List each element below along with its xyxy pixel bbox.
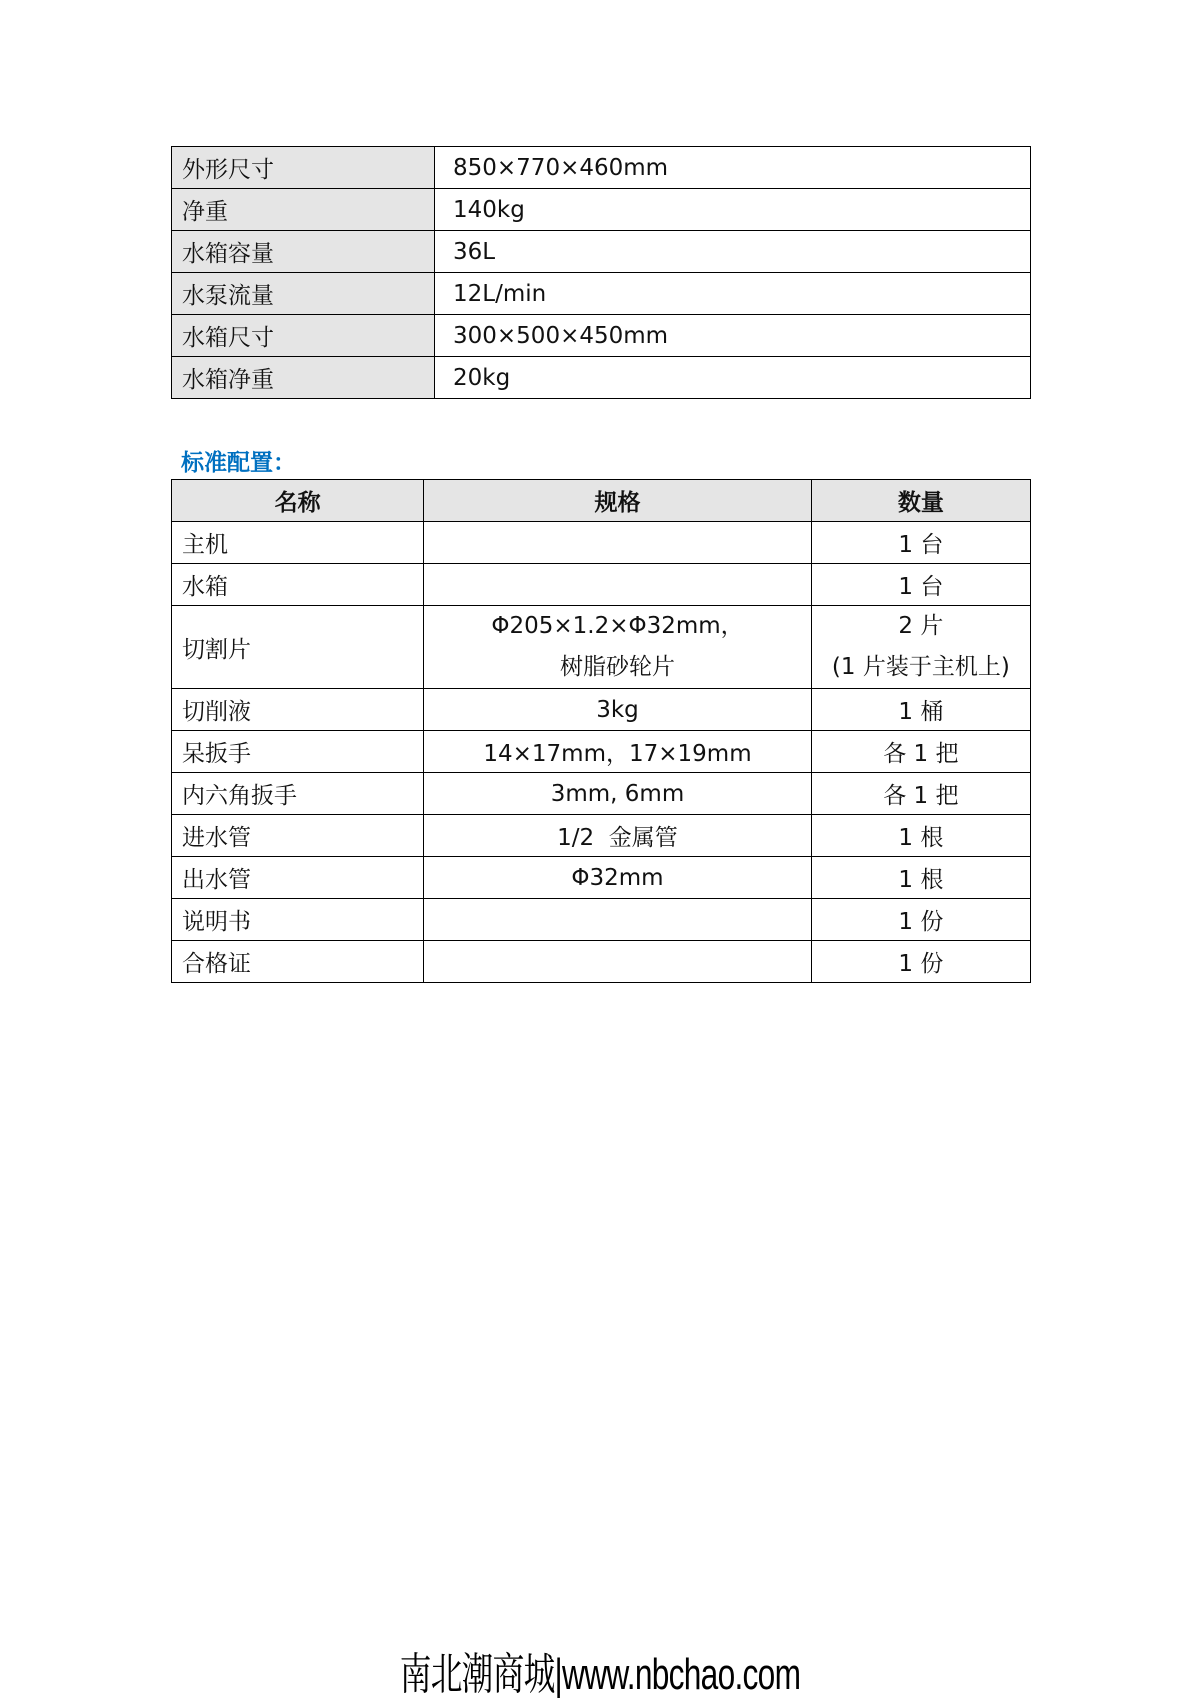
- item-spec: [424, 899, 811, 941]
- item-qty: [811, 606, 1030, 689]
- spec-table: [171, 146, 1031, 399]
- item-qty: 1 份: [811, 941, 1030, 983]
- item-spec: [424, 941, 811, 983]
- item-name: 说明书: [172, 899, 424, 941]
- column-header-name: 名称: [172, 480, 424, 522]
- spec-label: 水箱容量: [172, 231, 435, 273]
- item-spec: 3mm, 6mm: [424, 773, 811, 815]
- footer-watermark: 南北潮商城|www.nbchao.com: [399, 1650, 801, 1699]
- item-qty: 1 根: [811, 857, 1030, 899]
- table-row: [172, 522, 1031, 564]
- item-name: 切削液: [172, 689, 424, 731]
- item-name: 切割片: [172, 606, 424, 689]
- table-row: [172, 231, 1031, 273]
- item-name: 合格证: [172, 941, 424, 983]
- section-title: 标准配置：: [181, 450, 296, 476]
- item-qty-line-1: 2 片: [898, 613, 944, 639]
- spec-label: 净重: [172, 189, 435, 231]
- item-spec-line-1: Φ205×1.2×Φ32mm，: [491, 613, 744, 639]
- table-row: [172, 357, 1031, 399]
- item-spec: 3kg: [424, 689, 811, 731]
- spec-label: 水箱净重: [172, 357, 435, 399]
- table-row: [172, 731, 1031, 773]
- table-header-row: [172, 480, 1031, 522]
- table-row: [172, 899, 1031, 941]
- item-spec: 1/2 金属管: [424, 815, 811, 857]
- item-qty: 1 份: [811, 899, 1030, 941]
- item-qty: 1 台: [811, 564, 1030, 606]
- item-qty: 1 台: [811, 522, 1030, 564]
- table-row: [172, 273, 1031, 315]
- table-row: [172, 773, 1031, 815]
- spec-value: 300×500×450mm: [435, 315, 1031, 357]
- spec-value: 850×770×460mm: [435, 147, 1031, 189]
- item-qty: 1 根: [811, 815, 1030, 857]
- table-row: [172, 941, 1031, 983]
- item-spec: Φ32mm: [424, 857, 811, 899]
- item-qty: 各 1 把: [811, 773, 1030, 815]
- item-name: 水箱: [172, 564, 424, 606]
- table-row: [172, 857, 1031, 899]
- config-table: [171, 479, 1031, 983]
- table-row: [172, 689, 1031, 731]
- table-row: [172, 606, 1031, 689]
- table-row: [172, 815, 1031, 857]
- item-spec: 14×17mm，17×19mm: [424, 731, 811, 773]
- spec-value: 20kg: [435, 357, 1031, 399]
- table-row: [172, 315, 1031, 357]
- item-spec: [424, 564, 811, 606]
- column-header-spec: 规格: [424, 480, 811, 522]
- item-qty: 1 桶: [811, 689, 1030, 731]
- spec-value: 36L: [435, 231, 1031, 273]
- item-name: 呆扳手: [172, 731, 424, 773]
- table-row: [172, 189, 1031, 231]
- spec-value: 140kg: [435, 189, 1031, 231]
- item-name: 内六角扳手: [172, 773, 424, 815]
- item-qty-line-2: (1 片装于主机上): [831, 654, 1010, 680]
- item-spec: [424, 522, 811, 564]
- item-name: 出水管: [172, 857, 424, 899]
- item-name: 进水管: [172, 815, 424, 857]
- column-header-qty: 数量: [811, 480, 1030, 522]
- table-row: [172, 147, 1031, 189]
- item-qty: 各 1 把: [811, 731, 1030, 773]
- item-spec: [424, 606, 811, 689]
- spec-label: 水泵流量: [172, 273, 435, 315]
- spec-label: 外形尺寸: [172, 147, 435, 189]
- item-spec-line-2: 树脂砂轮片: [560, 654, 675, 680]
- table-row: [172, 564, 1031, 606]
- spec-label: 水箱尺寸: [172, 315, 435, 357]
- spec-value: 12L/min: [435, 273, 1031, 315]
- item-name: 主机: [172, 522, 424, 564]
